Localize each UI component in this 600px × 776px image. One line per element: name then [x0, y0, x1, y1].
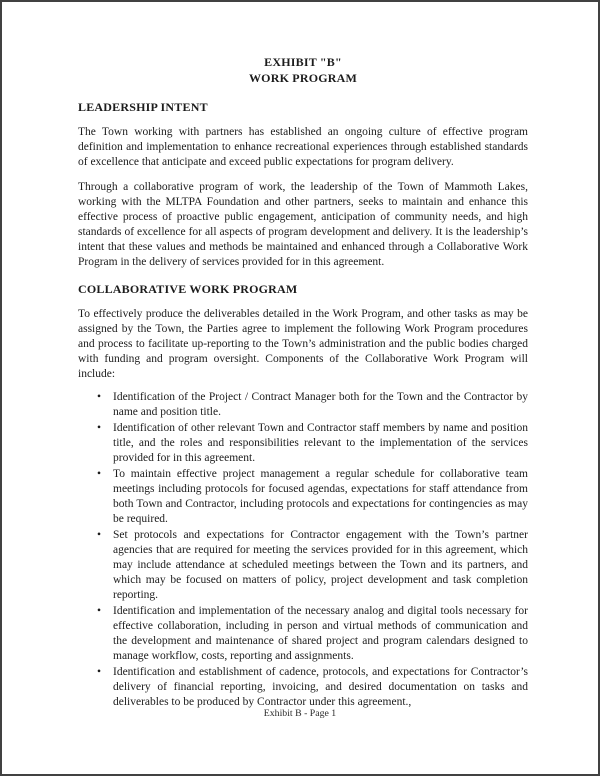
bullet-icon: • [97, 605, 102, 617]
list-item-text: To maintain effective project management a regular schedule for collaborative team meetings including protocols for focused agendas, expectations for staff attendance from both Town and Contractor, including protocols and expectations for contingencies as may be required. [113, 468, 528, 525]
leadership-intent-heading: LEADERSHIP INTENT [78, 100, 208, 114]
list-item [78, 421, 528, 466]
paragraph-collaborative-intro: To effectively produce the deliverables detailed in the Work Program, and other tasks as may be assigned by the Town, the Parties agree to implement the following Work Program procedures and process to facilitate up-reporting to the Town’s administration and the public bodies charged with funding and program oversight. Components of the Collaborative Work Program will include: [78, 308, 528, 380]
bullet-icon: • [97, 422, 102, 434]
list-item-text: Identification of the Project / Contract Manager both for the Town and the Contractor by name and position title. [113, 391, 528, 418]
list-item [78, 528, 528, 603]
title-line-work-program: WORK PROGRAM [248, 71, 358, 85]
bullet-icon: • [97, 391, 102, 403]
bullet-icon: • [97, 468, 102, 480]
list-item [78, 390, 528, 420]
page-footer: Exhibit B - Page 1 [263, 708, 337, 719]
document-title [78, 54, 528, 86]
paragraph-leadership-2: Through a collaborative program of work, the leadership of the Town of Mammoth Lakes, working with the MLTPA Foundation and other partners, seeks to maintain and enhance this effective process of proactive public engagement, anticipation of community needs, and high standards of excellence for all aspects of program development and delivery. It is the leadership’s intent that these values and methods be maintained and enhanced through a Collaborative Work Program in the delivery of services provided for in this agreement. [78, 181, 528, 268]
list-item [78, 604, 528, 664]
list-item [78, 467, 528, 527]
section-collaborative-work-program [78, 282, 528, 710]
paragraph-leadership-1: The Town working with partners has established an ongoing culture of effective program definition and implementation to enhance recreational experiences through established standards of excellence that anticipate and exceed public expectations for program delivery. [78, 126, 528, 168]
list-item [78, 665, 528, 710]
title-line-exhibit: EXHIBIT "B" [264, 55, 342, 69]
section-leadership-intent [78, 100, 528, 270]
bullet-icon: • [97, 666, 102, 678]
list-item-text: Identification and establishment of cadence, protocols, and expectations for Contractor’s delivery of financial reporting, invoicing, and desired documentation on tasks and deliverables to be produced by Contractor under this agreement., [113, 666, 528, 708]
list-item-text: Identification and implementation of the necessary analog and digital tools necessary for effective collaboration, including in person and virtual methods of communication and the development and maintenance of shared project and program calendars designed to manage workflow, costs, reporting and assignments. [113, 605, 528, 662]
work-program-bullet-list [78, 390, 528, 710]
collaborative-work-program-heading: COLLABORATIVE WORK PROGRAM [78, 282, 298, 296]
bullet-icon: • [97, 529, 102, 541]
list-item-text: Set protocols and expectations for Contractor engagement with the Town’s partner agencies that are required for meeting the services provided for in this agreement, which may include attendance at scheduled meetings between the Town and its partners, and which may be focused on matters of policy, project development and task completion reporting. [113, 529, 528, 601]
list-item-text: Identification of other relevant Town and Contractor staff members by name and position title, and the roles and responsibilities relevant to the implementation of the services provided for in this agreement. [113, 422, 528, 464]
